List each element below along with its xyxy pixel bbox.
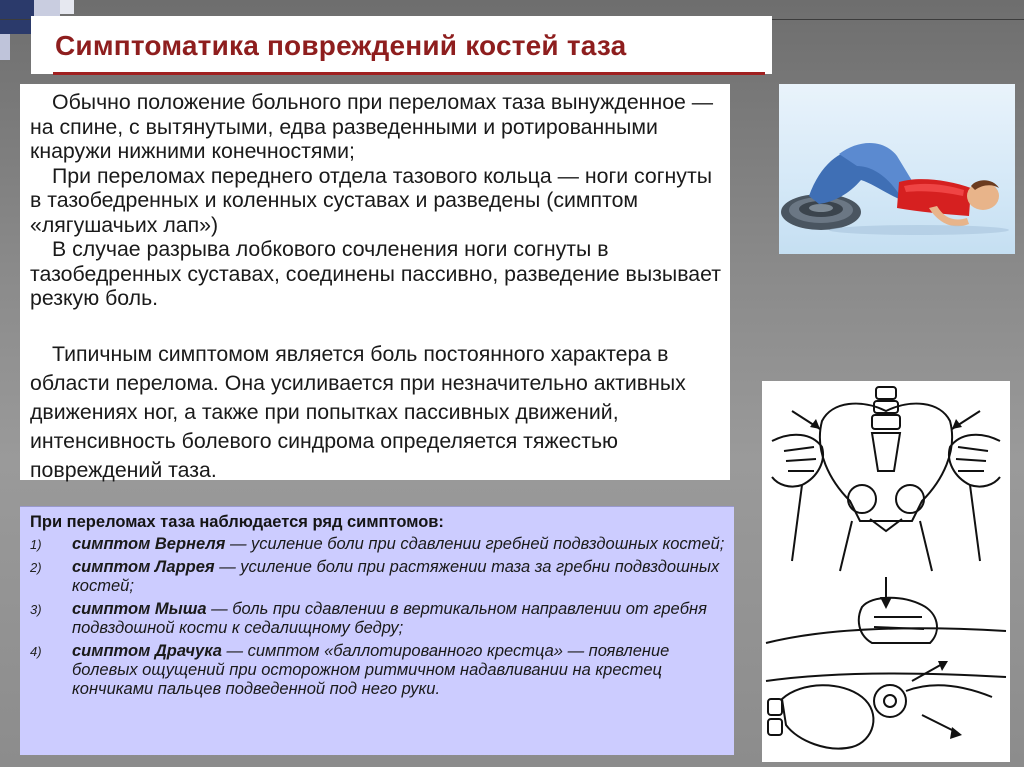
page-title: Симптоматика повреждений костей таза bbox=[55, 30, 627, 61]
symptoms-list bbox=[30, 535, 730, 703]
paragraph-pain: Типичным симптомом является боль постоянного характера в области перелома. Она усиливается при незначительно активных движениях ног, а также при попытках пассивных движений, интенсивность болевого синдрома определяется тяжестью повреждений таза. bbox=[30, 342, 686, 482]
symptom-description: — усиление боли при сдавлении гребней подвздошных костей; bbox=[225, 535, 725, 553]
examination-illustration bbox=[762, 381, 1010, 762]
description-paragraphs bbox=[30, 90, 722, 311]
paragraph-position: Обычно положение больного при переломах таза вынужденное — на спине, с вытянутыми, едва разведенными и ротированными кнаружи нижними конечностями; bbox=[30, 90, 714, 163]
list-item-number: 1) bbox=[30, 537, 42, 552]
title-panel bbox=[31, 16, 772, 74]
paragraph-pubic-rupture: В случае разрыва лобкового сочленения ноги согнуты в тазобедренных суставах, соединены пассивно, разведение вызывает резкую боль. bbox=[30, 237, 722, 310]
list-item bbox=[30, 600, 730, 638]
symptom-name: симптом Вернеля bbox=[72, 535, 226, 553]
list-item bbox=[30, 558, 730, 596]
patient-illustration bbox=[779, 84, 1015, 254]
frog-position-illustration bbox=[779, 84, 1015, 254]
corner-square-dark bbox=[0, 0, 34, 34]
description-paragraph-pain-wrap bbox=[30, 340, 722, 485]
description-panel bbox=[20, 84, 730, 480]
symptom-name: симптом Ларрея bbox=[72, 558, 215, 576]
list-item-number: 4) bbox=[30, 644, 42, 659]
list-item-number: 2) bbox=[30, 560, 42, 575]
symptoms-header: При переломах таза наблюдается ряд симптомов: bbox=[30, 513, 444, 531]
pelvis-compression-illustration bbox=[762, 381, 1010, 762]
corner-square-side bbox=[0, 34, 10, 60]
list-item bbox=[30, 642, 730, 699]
symptom-name: симптом Драчука bbox=[72, 642, 222, 660]
symptom-name: симптом Мыша bbox=[72, 600, 207, 618]
list-item bbox=[30, 535, 730, 554]
corner-square-pale bbox=[60, 0, 74, 14]
paragraph-frog-legs: При переломах переднего отдела тазового кольца — ноги согнуты в тазобедренных и коленных суставах и разведены (симптом «лягушачьих лап») bbox=[30, 163, 713, 237]
symptom-description: — боль при сдавлении в вертикальном направлении от гребня подвздошной кости к седалищному бедру; bbox=[72, 600, 707, 637]
symptoms-panel bbox=[20, 506, 734, 755]
symptom-description: — симптом «баллотированного крестца» — появление болевых ощущений при осторожном ритмичном надавливании на крестец кончиками пальцев подведенной под него руки. bbox=[72, 642, 670, 698]
symptom-description: — усиление боли при растяжении таза за гребни подвздошных костей; bbox=[72, 558, 720, 595]
list-item-number: 3) bbox=[30, 602, 42, 617]
title-underline bbox=[53, 72, 765, 75]
